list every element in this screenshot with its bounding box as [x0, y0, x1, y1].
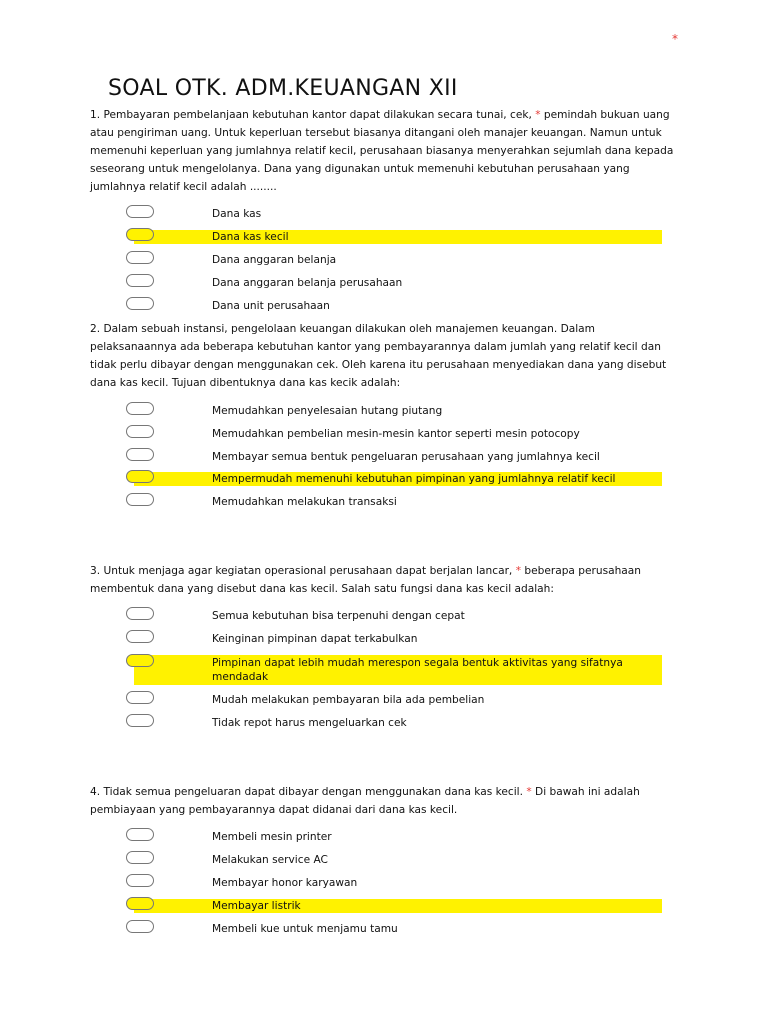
option-2d[interactable] — [126, 471, 686, 487]
question-text-cont: Di bawah ini adalah pembiayaan yang pembayarannya dapat didanai dari dana kas kecil. — [90, 786, 640, 816]
option-label: Melakukan service AC — [212, 854, 328, 866]
option-label: Pimpinan dapat lebih mudah merespon segala bentuk aktivitas yang sifatnya mendadak — [212, 657, 623, 683]
radio-button-selected[interactable] — [126, 897, 154, 910]
option-3b[interactable] — [126, 631, 686, 647]
radio-button[interactable] — [126, 205, 154, 218]
option-4c[interactable] — [126, 875, 686, 891]
option-4b[interactable] — [126, 852, 686, 868]
option-label: Membayar honor karyawan — [212, 877, 358, 889]
radio-button-selected[interactable] — [126, 654, 154, 667]
radio-button[interactable] — [126, 874, 154, 887]
option-label: Memudahkan pembelian mesin-mesin kantor seperti mesin potocopy — [212, 428, 580, 440]
option-2c[interactable] — [126, 449, 686, 465]
radio-button[interactable] — [126, 851, 154, 864]
question-text: 4. Tidak semua pengeluaran dapat dibayar dengan menggunakan dana kas kecil. — [90, 786, 523, 798]
option-label: Mempermudah memenuhi kebutuhan pimpinan yang jumlahnya relatif kecil — [212, 473, 616, 485]
question-text: 2. Dalam sebuah instansi, pengelolaan keuangan dilakukan oleh manajemen keuangan. Dalam pelaksanaannya ada beberapa kebutuhan kantor yang pembayarannya dalam jumlah yang relatif kecil dan tidak perlu dibayar dengan menggunakan cek. Oleh karena itu perusahaan menyediakan dana yang disebut dana kas kecil. Tujuan dibentuknya dana kas kecik adalah: — [90, 323, 667, 389]
required-star: * — [526, 786, 532, 798]
option-label: Mudah melakukan pembayaran bila ada pembelian — [212, 694, 485, 706]
question-text-cont: beberapa perusahaan membentuk dana yang disebut dana kas kecil. Salah satu fungsi dana kas kecil adalah: — [90, 565, 642, 595]
question-4 — [90, 783, 680, 819]
option-2a[interactable] — [126, 403, 686, 419]
option-1a[interactable] — [126, 206, 686, 222]
radio-button-selected[interactable] — [126, 470, 154, 483]
option-label: Dana unit perusahaan — [212, 300, 330, 312]
radio-button[interactable] — [126, 425, 154, 438]
option-label: Dana anggaran belanja — [212, 254, 337, 266]
option-label: Dana anggaran belanja perusahaan — [212, 277, 403, 289]
option-label: Membayar listrik — [212, 900, 301, 912]
option-label: Membeli kue untuk menjamu tamu — [212, 923, 398, 935]
option-label: Tidak repot harus mengeluarkan cek — [212, 717, 407, 729]
radio-button[interactable] — [126, 251, 154, 264]
option-4d[interactable] — [126, 898, 686, 914]
option-1c[interactable] — [126, 252, 686, 268]
option-1d[interactable] — [126, 275, 686, 291]
option-2e[interactable] — [126, 494, 686, 510]
option-3d[interactable] — [126, 692, 686, 708]
option-label: Dana kas kecil — [212, 231, 289, 243]
radio-button[interactable] — [126, 630, 154, 643]
option-1b[interactable] — [126, 229, 686, 245]
option-label: Dana kas — [212, 208, 262, 220]
option-label: Membeli mesin printer — [212, 831, 332, 843]
option-4a[interactable] — [126, 829, 686, 845]
option-label: Memudahkan penyelesaian hutang piutang — [212, 405, 443, 417]
radio-button[interactable] — [126, 828, 154, 841]
radio-button[interactable] — [126, 493, 154, 506]
option-label: Keinginan pimpinan dapat terkabulkan — [212, 633, 418, 645]
option-4e[interactable] — [126, 921, 686, 937]
radio-button[interactable] — [126, 448, 154, 461]
option-2b[interactable] — [126, 426, 686, 442]
radio-button[interactable] — [126, 402, 154, 415]
option-label: Membayar semua bentuk pengeluaran perusahaan yang jumlahnya kecil — [212, 451, 600, 463]
option-1e[interactable] — [126, 298, 686, 314]
question-text: 1. Pembayaran pembelanjaan kebutuhan kantor dapat dilakukan secara tunai, cek, — [90, 109, 532, 121]
radio-button[interactable] — [126, 274, 154, 287]
required-star: * — [515, 565, 521, 577]
option-3c[interactable] — [126, 655, 686, 685]
required-star: * — [535, 109, 541, 121]
page-title: SOAL OTK. ADM.KEUANGAN XII — [108, 76, 458, 101]
option-label: Semua kebutuhan bisa terpenuhi dengan cepat — [212, 610, 465, 622]
radio-button[interactable] — [126, 607, 154, 620]
radio-button[interactable] — [126, 920, 154, 933]
radio-button[interactable] — [126, 297, 154, 310]
radio-button[interactable] — [126, 691, 154, 704]
question-3 — [90, 562, 680, 598]
question-2 — [90, 320, 680, 392]
option-label: Memudahkan melakukan transaksi — [212, 496, 397, 508]
required-star: * — [672, 32, 678, 46]
question-text: 3. Untuk menjaga agar kegiatan operasional perusahaan dapat berjalan lancar, — [90, 565, 513, 577]
radio-button[interactable] — [126, 714, 154, 727]
radio-button-selected[interactable] — [126, 228, 154, 241]
option-3a[interactable] — [126, 608, 686, 624]
question-text-cont: pemindah bukuan uang atau pengiriman uang. Untuk keperluan tersebut biasanya ditangani oleh manajer keuangan. Namun untuk memenuhi keperluan yang jumlahnya relatif kecil, perusahaan biasanya menyerahkan sejumlah dana kepada seseorang untuk mengelolanya. Dana yang digunakan untuk memenuhi kebutuhan perusahaan yang jumlahnya relatif kecil adalah ........ — [90, 109, 674, 193]
option-3e[interactable] — [126, 715, 686, 731]
question-1 — [90, 106, 680, 196]
